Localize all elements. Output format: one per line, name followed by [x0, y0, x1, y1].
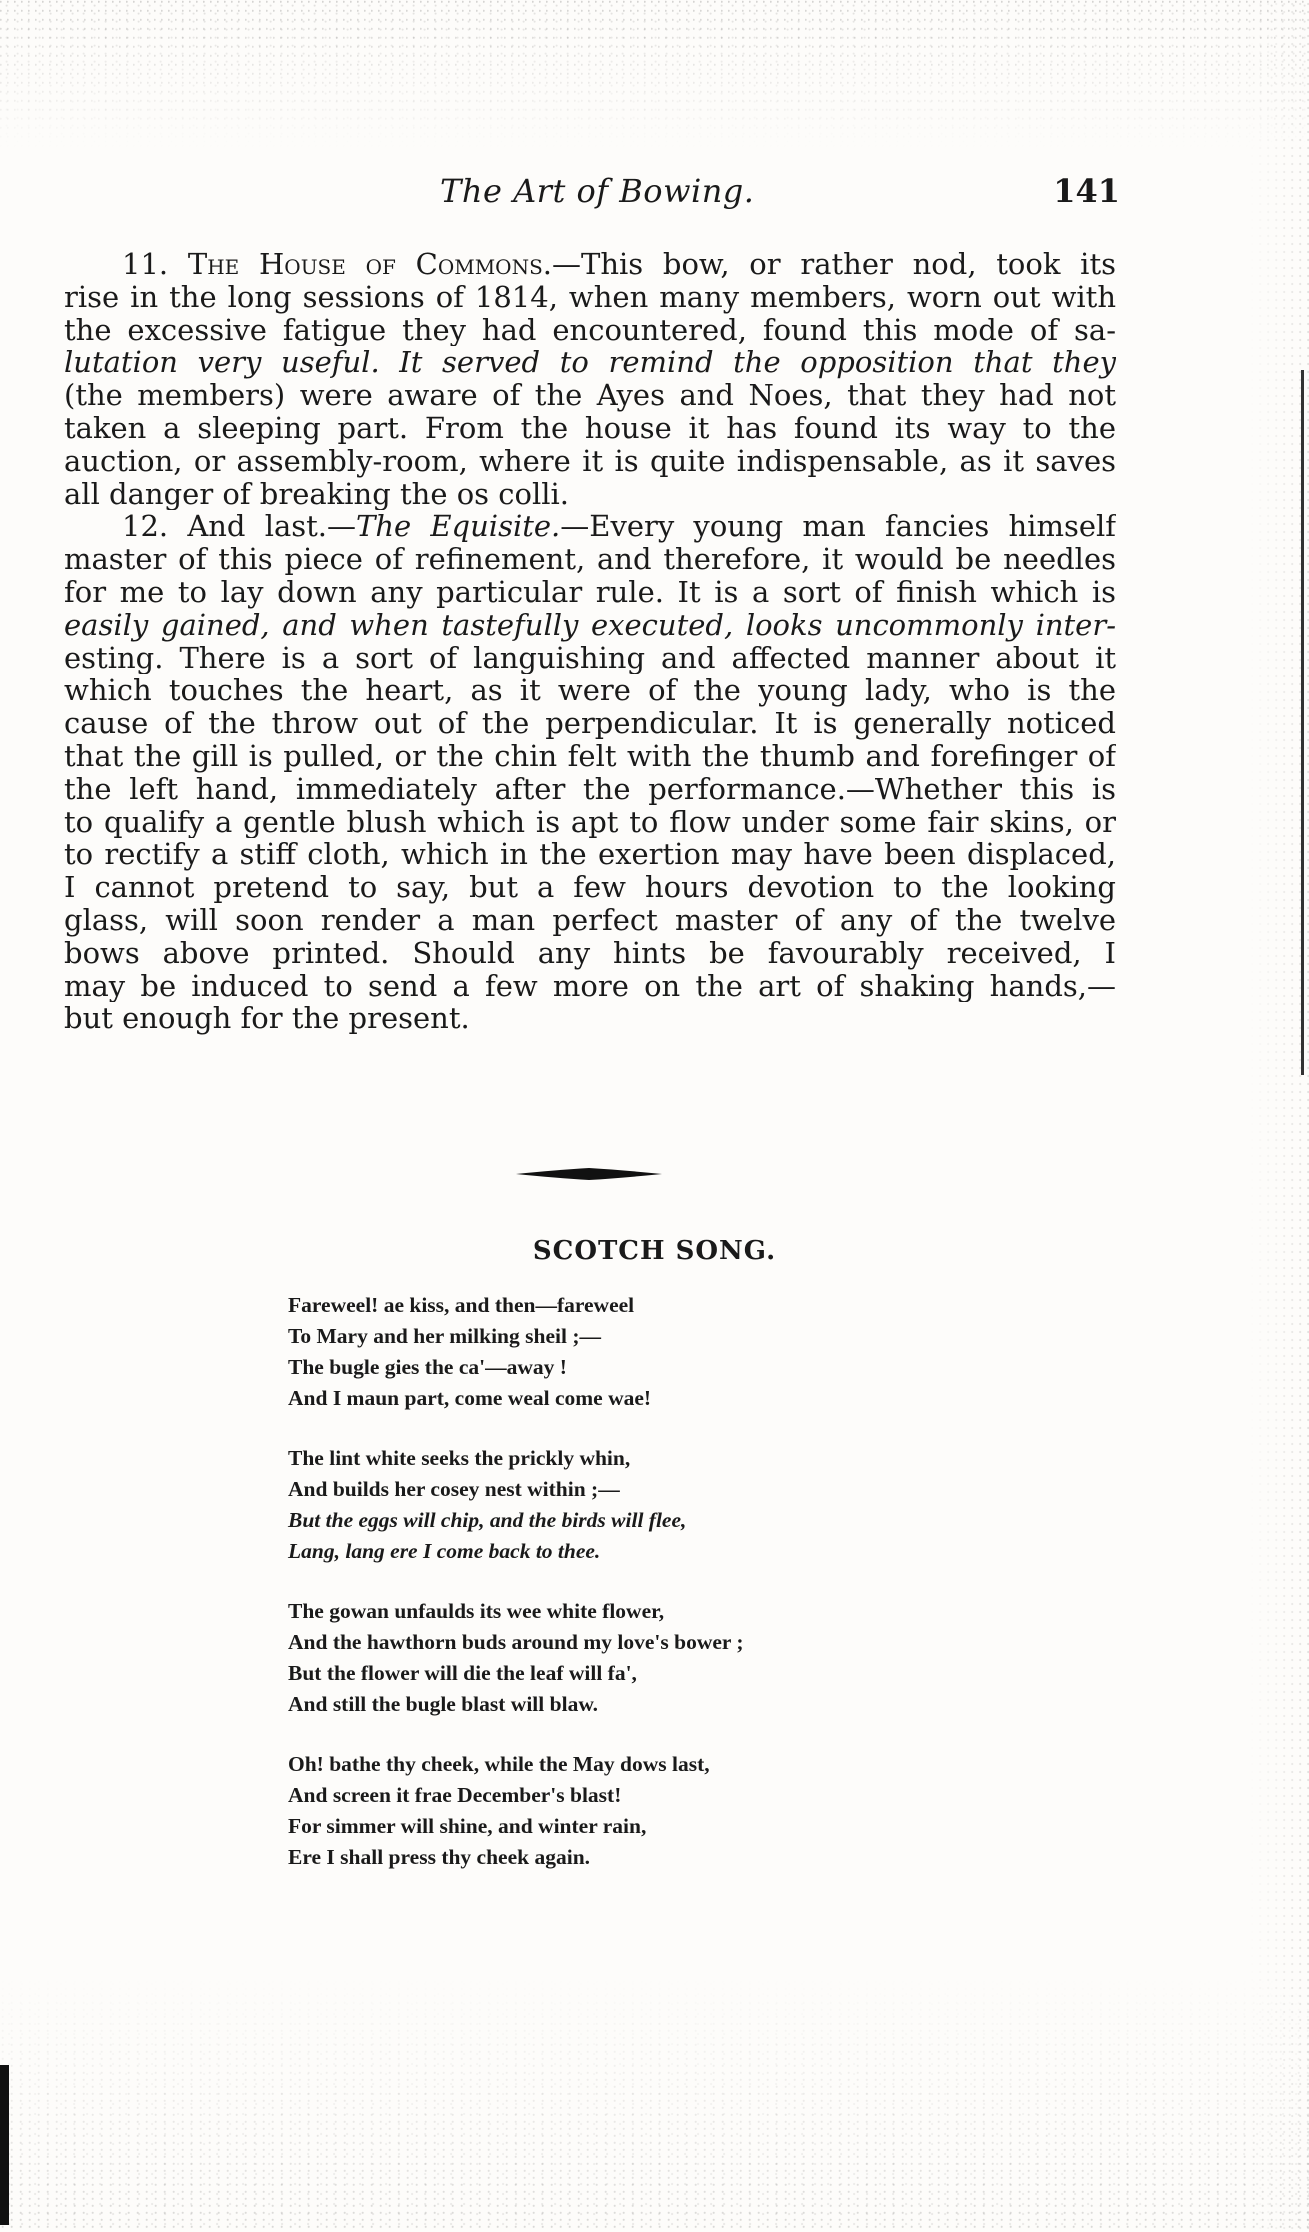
paragraph-12-line: to qualify a gentle blush which is apt to flow under some fair skins, or: [64, 805, 1116, 839]
line-text: —Every young man fancies himself: [560, 510, 1116, 544]
page-number: 141: [1053, 172, 1120, 210]
stanza: [288, 1749, 988, 1873]
article-body: [64, 248, 1116, 1035]
binding-mark: [0, 2065, 9, 2225]
song-title: SCOTCH SONG.: [532, 1236, 777, 1266]
verse-line: The gowan unfaulds its wee white flower,: [288, 1599, 665, 1623]
paragraph-11-line: auction, or assembly-room, where it is quite indispensable, as it saves: [64, 444, 1116, 478]
paragraph-12-line: I cannot pretend to say, but a few hours devotion to the looking: [64, 871, 1116, 904]
verse-line: To Mary and her milking sheil ;—: [288, 1324, 601, 1348]
stanza: [288, 1596, 988, 1720]
page-speckle-bottom: [0, 1972, 1309, 2232]
running-title: The Art of Bowing.: [440, 172, 755, 210]
line-text: —This bow, or rather nod, took its: [551, 248, 1116, 281]
paragraph-12-line: master of this piece of refinement, and therefore, it would be needles: [64, 543, 1116, 576]
paragraph-12-line: for me to lay down any particular rule. It is a sort of finish which is: [64, 575, 1116, 609]
verse-line: Oh! bathe thy cheek, while the May dows last,: [288, 1752, 710, 1776]
item-number: 11.: [122, 248, 188, 281]
paragraph-11-line: all danger of breaking the os colli.: [64, 477, 570, 511]
paragraph-12-line: cause of the throw out of the perpendicular. It is generally noticed: [64, 707, 1116, 740]
paragraph-12-line: the left hand, immediately after the performance.—Whether this is: [64, 772, 1116, 806]
verse-line: The bugle gies the ca'—away !: [288, 1355, 567, 1379]
item-heading: The Equisite.: [356, 510, 561, 544]
stanza: [288, 1443, 988, 1567]
verse-line: The lint white seeks the prickly whin,: [288, 1446, 631, 1470]
paragraph-12-line: which touches the heart, as it were of the young lady, who is the: [64, 674, 1116, 708]
item-number: 12. And last.—: [122, 510, 357, 544]
paragraph-12-line: bows above printed. Should any hints be favourably received, I: [64, 936, 1116, 970]
paragraph-11-line: taken a sleeping part. From the house it has found its way to the: [64, 411, 1116, 445]
verse-line: Fareweel! ae kiss, and then—fareweel: [288, 1293, 635, 1317]
verse-line: For simmer will shine, and winter rain,: [288, 1814, 647, 1838]
stanza: [288, 1290, 988, 1414]
page-edge-line: [1301, 370, 1304, 1075]
paragraph-11-line: rise in the long sessions of 1814, when many members, worn out with: [64, 280, 1116, 314]
verse-line: And I maun part, come weal come wae!: [288, 1386, 652, 1410]
verse-line: And the hawthorn buds around my love's bower ;: [288, 1630, 744, 1654]
verse-line: And screen it frae December's blast!: [288, 1783, 622, 1807]
paragraph-12-line: but enough for the present.: [64, 1002, 470, 1036]
verse-line: But the flower will die the leaf will fa',: [288, 1661, 637, 1685]
paragraph-11-line: (the members) were aware of the Ayes and Noes, that they had not: [64, 379, 1116, 412]
page-speckle-top: [0, 0, 1309, 150]
paragraph-12-line: that the gill is pulled, or the chin felt with the thumb and forefinger of: [64, 739, 1116, 773]
paragraph-12-line: [64, 510, 1116, 543]
verse-line: Lang, lang ere I come back to thee.: [288, 1539, 601, 1563]
paragraph-12-line: easily gained, and when tastefully executed, looks uncommonly inter-: [64, 608, 1116, 642]
paragraph-12-line: esting. There is a sort of languishing and affected manner about it: [64, 641, 1116, 675]
verse-line: And still the bugle blast will blaw.: [288, 1692, 599, 1716]
song-stanzas: [288, 1290, 988, 1902]
verse-line: Ere I shall press thy cheek again.: [288, 1845, 591, 1869]
verse-line: And builds her cosey nest within ;—: [288, 1477, 620, 1501]
paragraph-12-line: may be induced to send a few more on the art of shaking hands,—: [64, 969, 1116, 1003]
paragraph-11-line: [64, 248, 1116, 281]
paragraph-11-line: lutation very useful. It served to remind the opposition that they: [64, 346, 1116, 380]
paragraph-11-line: the excessive fatigue they had encountered, found this mode of sa-: [64, 313, 1116, 347]
verse-line: But the eggs will chip, and the birds will flee,: [288, 1508, 687, 1532]
paragraph-12-line: to rectify a stiff cloth, which in the exertion may have been displaced,: [64, 838, 1116, 872]
item-heading: The House of Commons.: [187, 248, 552, 281]
paragraph-12-line: glass, will soon render a man perfect master of any of the twelve: [64, 903, 1116, 937]
page-speckle-right: [1249, 0, 1309, 2232]
section-divider-ornament: [516, 1164, 662, 1184]
running-header: [440, 172, 1120, 222]
